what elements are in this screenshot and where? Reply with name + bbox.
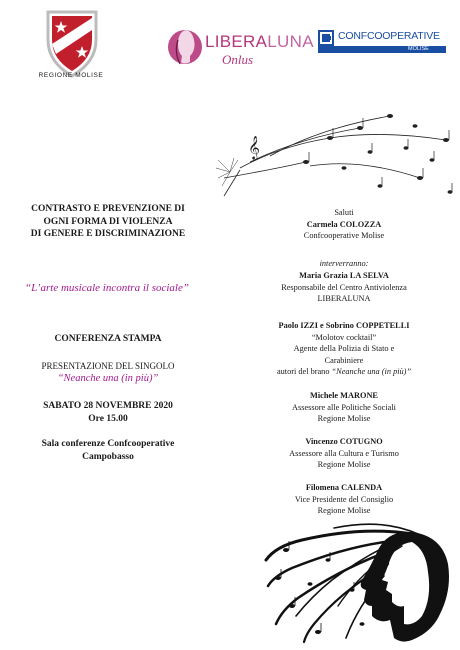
speaker-name: Vincenzo COTUGNO [305, 437, 383, 446]
speaker-item [252, 270, 436, 305]
conference-label: CONFERENZA STAMPA [54, 334, 162, 344]
regione-molise-crest-logo [44, 10, 100, 80]
speaker-role: autori del brano “Neanche una (in più)” [276, 367, 412, 377]
event-date: SABATO 28 NOVEMBRE 2020 [43, 401, 173, 411]
speaker-name: Michele MARONE [310, 391, 378, 400]
greetings-label: Saluti [334, 208, 354, 217]
speakers-label: interverranno: [319, 259, 369, 268]
event-venue: Sala conferenze Confcooperative Campobasso [41, 439, 175, 462]
presentation-label: PRESENTAZIONE DEL SINGOLO [41, 361, 175, 371]
libera-luna-subtitle: Onlus [222, 52, 254, 67]
speaker-role: Assessore alla Cultura e Turismo [289, 448, 399, 458]
speaker-role: Regione Molise [317, 506, 371, 516]
song-title: “Neanche una (in più)” [57, 373, 159, 384]
speaker-role: LIBERALUNA [317, 294, 371, 304]
libera-luna-name: LIBERALUNA [205, 32, 314, 51]
speaker-role: Carabiniere [324, 355, 364, 365]
speaker-name: Paolo IZZI e Sobrino COPPETELLI [278, 321, 410, 330]
speaker-role: Responsabile del Centro Antiviolenza [281, 282, 407, 292]
event-time: Ore 15.00 [88, 414, 128, 424]
libera-luna-face-icon [166, 22, 202, 72]
speaker-role: Vice Presidente del Consiglio [294, 494, 394, 504]
event-tagline: “L’arte musicale incontra il sociale” [25, 282, 189, 294]
speaker-role: Agente della Polizia di Stato e [293, 344, 395, 354]
music-dandelion-icon [210, 108, 460, 218]
confcooperative-mark-icon [318, 30, 334, 46]
speaker-name: Maria Grazia LA SELVA [299, 271, 389, 280]
speaker-role: Regione Molise [317, 414, 371, 424]
speaker-item [252, 436, 436, 471]
greeter-name: Carmela COLOZZA [306, 219, 382, 229]
greeter-role: Confcooperative Molise [303, 231, 385, 241]
greetings-block [252, 207, 436, 242]
confcooperative-region: MOLISE [408, 46, 429, 52]
confcooperative-name: CONFCOOPERATIVE [338, 30, 440, 42]
speaker-role: Regione Molise [317, 460, 371, 470]
speaker-item [252, 390, 436, 425]
speaker-role: Assessore alle Politiche Sociali [292, 402, 396, 412]
speaker-role: “Molotov cocktail” [311, 332, 377, 342]
event-title: CONTRASTO E PREVENZIONE DI OGNI FORMA DI VIOLENZA DI GENERE E DISCRIMINAZIONE [30, 204, 186, 239]
speaker-item [252, 482, 436, 517]
speaker-item [252, 320, 436, 378]
regione-molise-caption: REGIONE MOLISE [38, 72, 104, 79]
speaker-name: Filomena CALENDA [305, 483, 383, 492]
woman-music-hair-icon [262, 520, 458, 644]
svg-text:𝄞: 𝄞 [248, 135, 260, 159]
